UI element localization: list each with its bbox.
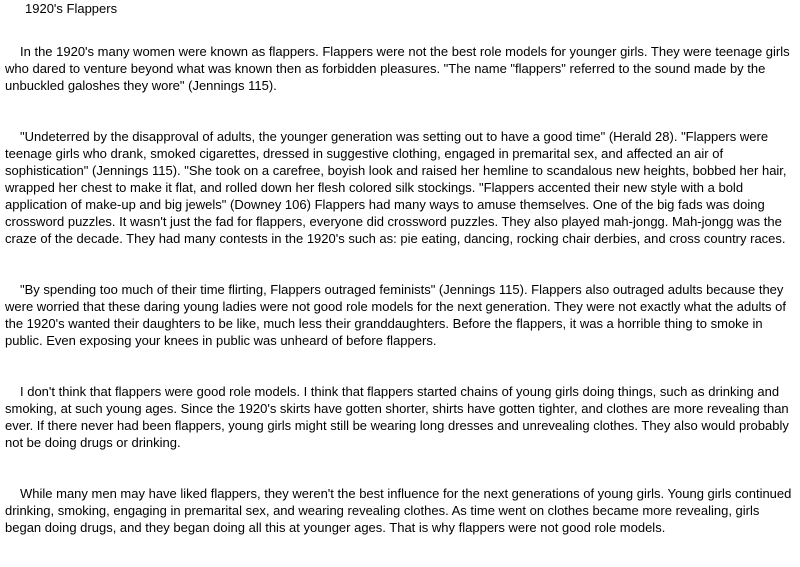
- paragraph-5: While many men may have liked flappers, they weren't the best influence for the next generations of young girls. Young girls continued drinking, smoking, engaging in premarital sex, and wearing revealing clothes. As time went on clothes became more revealing, girls began doing drugs, and they began doing all this at younger ages. That is why flappers were not good role models.: [5, 486, 792, 535]
- document-title: 1920's Flappers: [25, 1, 118, 16]
- paragraph-2: "Undeterred by the disapproval of adults, the younger generation was setting out to have a good time" (Herald 28). "Flappers were teenage girls who drank, smoked cigarettes, dressed in suggestive clothing, engaged in premarital sex, and affected an air of sophistication" (Jennings 115). "She took on a carefree, boyish look and raised her hemline to scandalous new heights, bobbed her hair, wrapped her chest to make it flat, and rolled down her flesh colored silk stockings. "Flappers accented their new style with a bold application of make-up and big jewels" (Downey 106) Flappers had many ways to amuse themselves. One of the big fads was doing crossword puzzles. It wasn't just the fad for flappers, everyone did crossword puzzles. They also played mah-jongg. Mah-jongg was the craze of the decade. They had many contests in the 1920's such as: pie eating, dancing, rocking chair derbies, and cross country races.: [5, 129, 787, 246]
- paragraph-4: I don't think that flappers were good role models. I think that flappers started chains of young girls doing things, such as drinking and smoking, at such young ages. Since the 1920's skirts have gotten shorter, shirts have gotten tighter, and clothes are more revealing than ever. If there never had been flappers, young girls might still be wearing long dresses and unrevealing clothes. They also would probably not be doing drugs or drinking.: [5, 384, 789, 450]
- paragraph-1: In the 1920's many women were known as flappers. Flappers were not the best role models for younger girls. They were teenage girls who dared to venture beyond what was known then as forbidden pleasures. "The name "flappers" referred to the sound made by the unbuckled galoshes they wore" (Jennings 115).: [5, 44, 790, 93]
- paragraph-3: "By spending too much of their time flirting, Flappers outraged feminists" (Jennings 115). Flappers also outraged adults because they were worried that these daring young ladies were not good role models for the next generation. They were not exactly what the adults of the 1920's wanted their daughters to be like, much less their granddaughters. Before the flappers, it was a horrible thing to smoke in public. Even exposing your knees in public was unheard of before flappers.: [5, 282, 786, 348]
- document-page: [5, 0, 798, 536]
